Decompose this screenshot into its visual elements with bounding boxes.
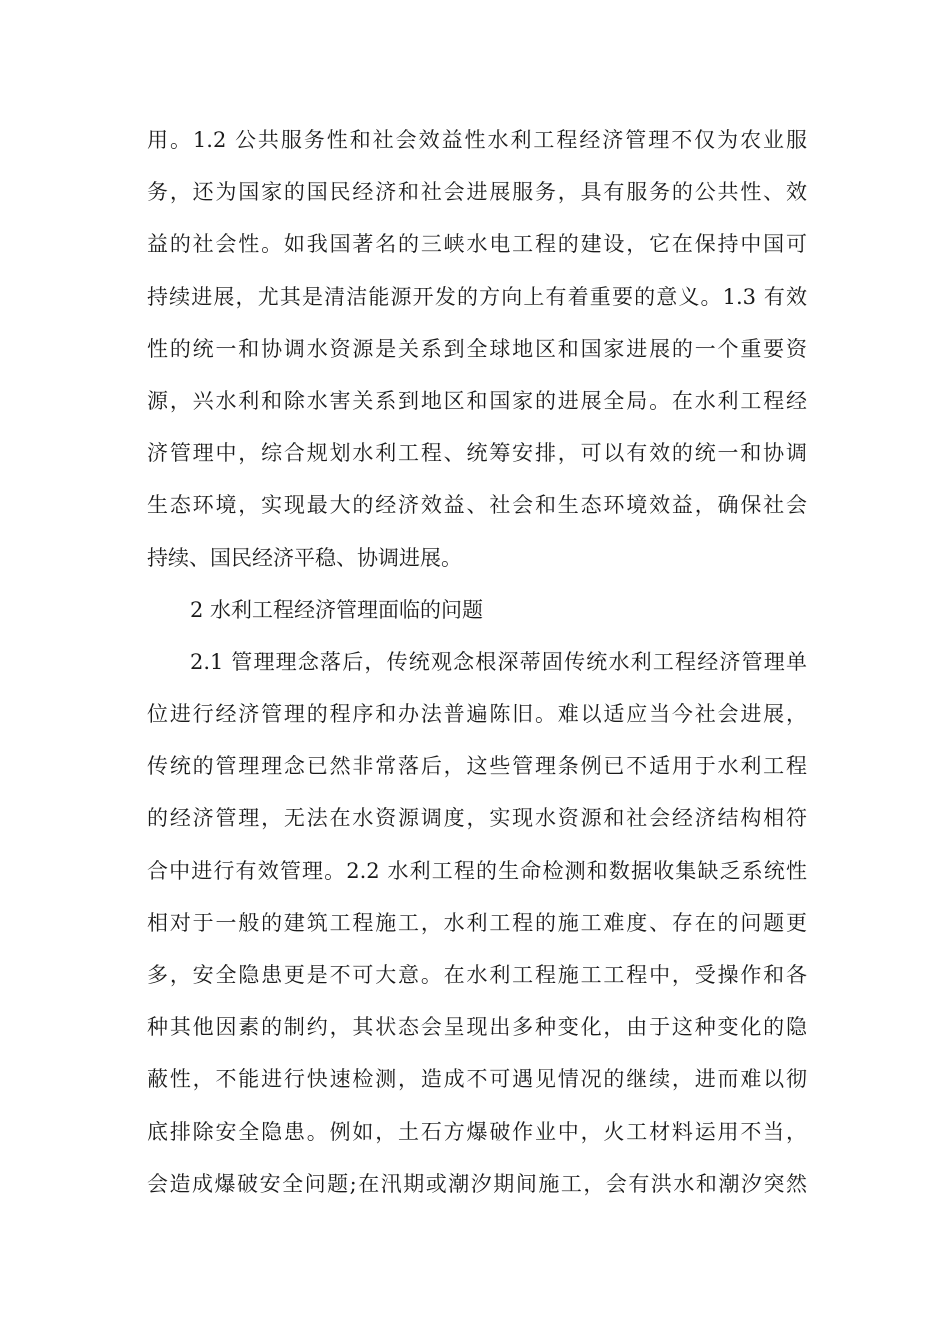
text-line: 性的统一和协调水资源是关系到全球地区和国家进展的一个重要资 [147,336,807,361]
text-line: 蔽性，不能进行快速检测，造成不可遇见情况的继续，进而难以彻 [147,1067,807,1092]
text-line: 济管理中，综合规划水利工程、统筹安排，可以有效的统一和协调 [147,441,807,466]
text-line: 合中进行有效管理。2.2 水利工程的生命检测和数据收集缺乏系统性 [147,858,807,883]
text-line: 益的社会性。如我国著名的三峡水电工程的建设，它在保持中国可 [147,232,807,257]
body-text [147,114,807,1210]
text-line: 会造成爆破安全问题;在汛期或潮汐期间施工，会有洪水和潮汐突然 [147,1171,807,1196]
text-line: 的经济管理，无法在水资源调度，实现水资源和社会经济结构相符 [147,806,807,831]
text-line: 生态环境，实现最大的经济效益、社会和生态环境效益，确保社会 [147,493,807,518]
text-line: 传统的管理理念已然非常落后，这些管理条例已不适用于水利工程 [147,754,807,779]
text-line: 务，还为国家的国民经济和社会进展服务，具有服务的公共性、效 [147,180,807,205]
text-line: 用。1.2 公共服务性和社会效益性水利工程经济管理不仅为农业服 [147,128,807,152]
text-line: 持续进展，尤其是清洁能源开发的方向上有着重要的意义。1.3 有效 [147,284,807,309]
section-heading: 2 水利工程经济管理面临的问题 [190,597,484,622]
text-line: 源，兴水利和除水害关系到地区和国家的进展全局。在水利工程经 [147,388,807,413]
text-line: 底排除安全隐患。例如，土石方爆破作业中，火工材料运用不当， [147,1119,807,1144]
text-line: 相对于一般的建筑工程施工，水利工程的施工难度、存在的问题更 [147,910,807,935]
text-line: 持续、国民经济平稳、协调进展。 [147,545,462,570]
text-line: 种其他因素的制约，其状态会呈现出多种变化，由于这种变化的隐 [147,1015,807,1040]
text-line: 多，安全隐患更是不可大意。在水利工程施工工程中，受操作和各 [147,963,807,987]
text-line: 位进行经济管理的程序和办法普遍陈旧。难以适应当今社会进展， [147,702,807,727]
text-line: 2.1 管理理念落后，传统观念根深蒂固传统水利工程经济管理单 [190,649,807,674]
